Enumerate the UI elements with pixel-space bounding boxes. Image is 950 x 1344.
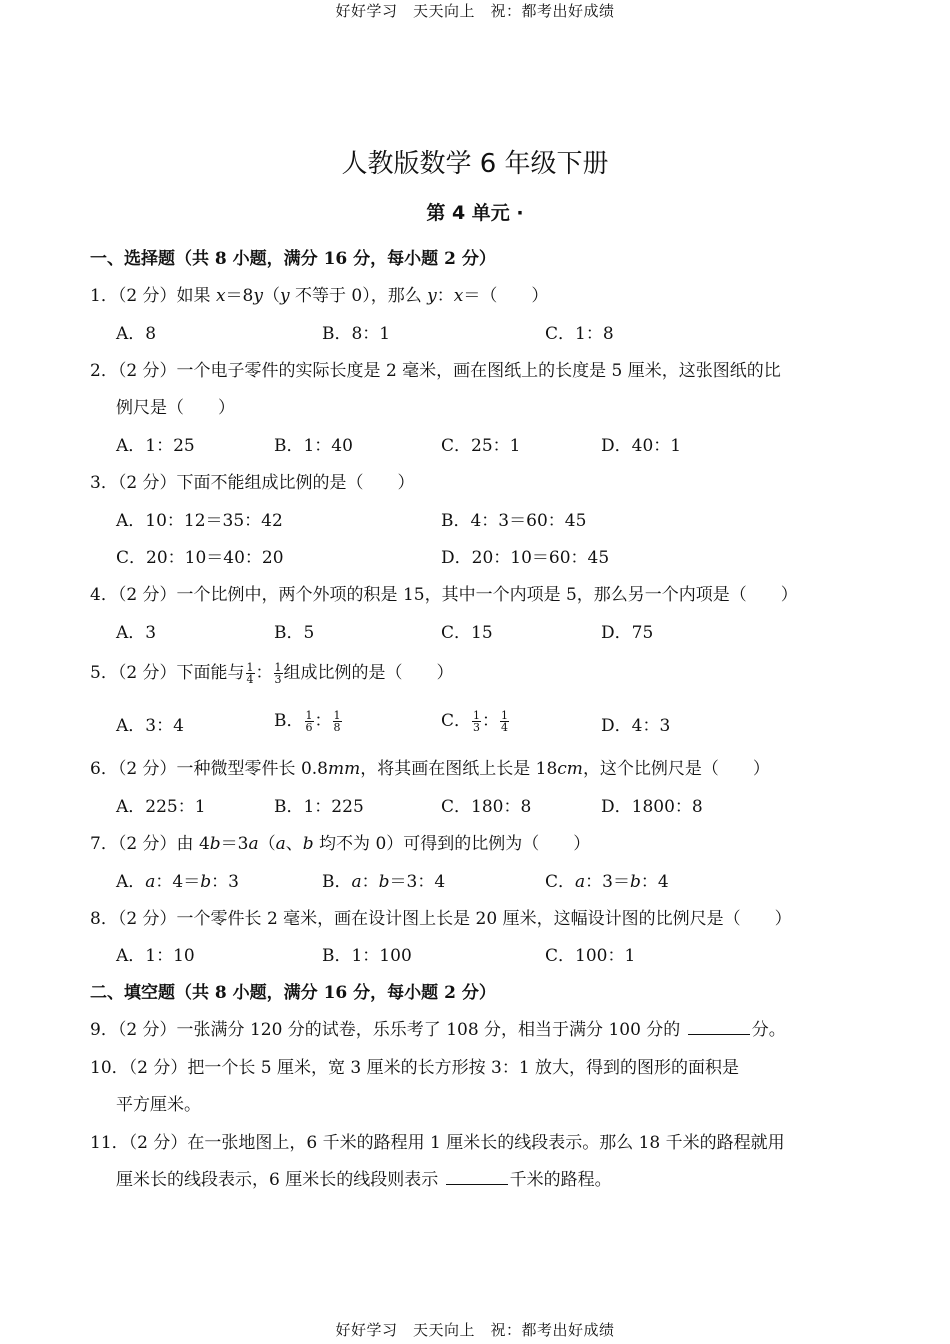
q3-option-a: A．10：12＝35：42 [116,511,283,531]
section-heading-choice: 一、选择题（共 8 小题，满分 16 分，每小题 2 分） [90,249,496,269]
question-11-line-2: 厘米长的线段表示，6 厘米长的线段则表示 千米的路程。 [116,1170,612,1190]
unit-subtitle: 第 4 单元 · [426,202,524,224]
page-header: 好好学习 天天向上 祝：都考出好成绩 [335,2,615,20]
question-1: 1．（2 分）如果 x＝8y（y 不等于 0），那么 y：x＝（ ） [90,286,549,306]
q4-option-d: D．75 [601,623,654,643]
q8-option-c: C．100：1 [545,946,636,966]
q2-option-d: D．40：1 [601,436,682,456]
question-4: 4．（2 分）一个比例中，两个外项的积是 15，其中一个内项是 5，那么另一个内项是（ ） [90,585,798,605]
q5-option-d: D．4：3 [601,716,671,736]
q3-option-d: D．20：10＝60：45 [441,548,610,568]
page-footer: 好好学习 天天向上 祝：都考出好成绩 [335,1321,615,1339]
q1-option-a: A．8 [116,324,157,344]
q3-option-b: B．4：3＝60：45 [441,511,587,531]
q1-option-c: C．1：8 [545,324,614,344]
q5-option-b: B． $\frac{1}{6}$ ： $\frac{1}{8}$ [274,709,341,734]
q4-option-c: C．15 [441,623,493,643]
q2-option-b: B．1：40 [274,436,353,456]
q2-option-c: C．25：1 [441,436,521,456]
q3-option-c: C．20：10＝40：20 [116,548,284,568]
question-11-line-1: 11．（2 分）在一张地图上，6 千米的路程用 1 厘米长的线段表示。那么 18 千米的路程就用 [90,1133,785,1153]
q4-option-b: B．5 [274,623,315,643]
q2-option-a: A．1：25 [116,436,195,456]
q8-option-a: A．1：10 [116,946,195,966]
answer-blank[interactable] [688,1020,750,1035]
q5-option-a: A．3：4 [116,716,184,736]
page-title: 人教版数学 6 年级下册 [341,149,609,179]
question-2-line-1: 2．（2 分）一个电子零件的实际长度是 2 毫米，画在图纸上的长度是 5 厘米，这张图纸的比 [90,361,781,381]
q8-option-b: B．1：100 [322,946,412,966]
q7-option-b: B．a：b＝3：4 [322,872,446,892]
q4-option-a: A．3 [116,623,157,643]
question-6: 6．（2 分）一种微型零件长 0.8mm，将其画在图纸上长是 18cm，这个比例尺是（ ） [90,759,770,779]
q7-option-a: A．a：4＝b：3 [116,872,239,892]
question-8: 8．（2 分）一个零件长 2 毫米，画在设计图上长是 20 厘米，这幅设计图的比例尺是（ ） [90,909,792,929]
q6-option-a: A．225：1 [116,797,206,817]
q6-option-b: B．1：225 [274,797,364,817]
fraction: $\frac{1}{4}$ [246,661,254,686]
q7-option-c: C．a：3＝b：4 [545,872,669,892]
question-10-line-1: 10．（2 分）把一个长 5 厘米，宽 3 厘米的长方形按 3：1 放大，得到的图形的面积是 [90,1058,740,1078]
fraction: $\frac{1}{3}$ [274,661,282,686]
question-3: 3．（2 分）下面不能组成比例的是（ ） [90,473,415,493]
question-10-line-2: 平方厘米。 [116,1095,201,1115]
q6-option-d: D．1800：8 [601,797,703,817]
question-7: 7．（2 分）由 4b＝3a（a、b 均不为 0）可得到的比例为（ ） [90,834,591,854]
section-heading-fill: 二、填空题（共 8 小题，满分 16 分，每小题 2 分） [90,983,496,1003]
question-5: 5．（2 分）下面能与 $\frac{1}{4}$ ： $\frac{1}{3}$ 组成比例的是（ ） [90,661,454,686]
question-9: 9．（2 分）一张满分 120 分的试卷，乐乐考了 108 分，相当于满分 100 分的 分。 [90,1020,786,1040]
q1-option-b: B．8：1 [322,324,391,344]
q6-option-c: C．180：8 [441,797,532,817]
answer-blank[interactable] [446,1170,508,1185]
q5-option-c: C． $\frac{1}{3}$ ： $\frac{1}{4}$ [441,709,509,734]
question-2-line-2: 例尺是（ ） [116,398,235,418]
